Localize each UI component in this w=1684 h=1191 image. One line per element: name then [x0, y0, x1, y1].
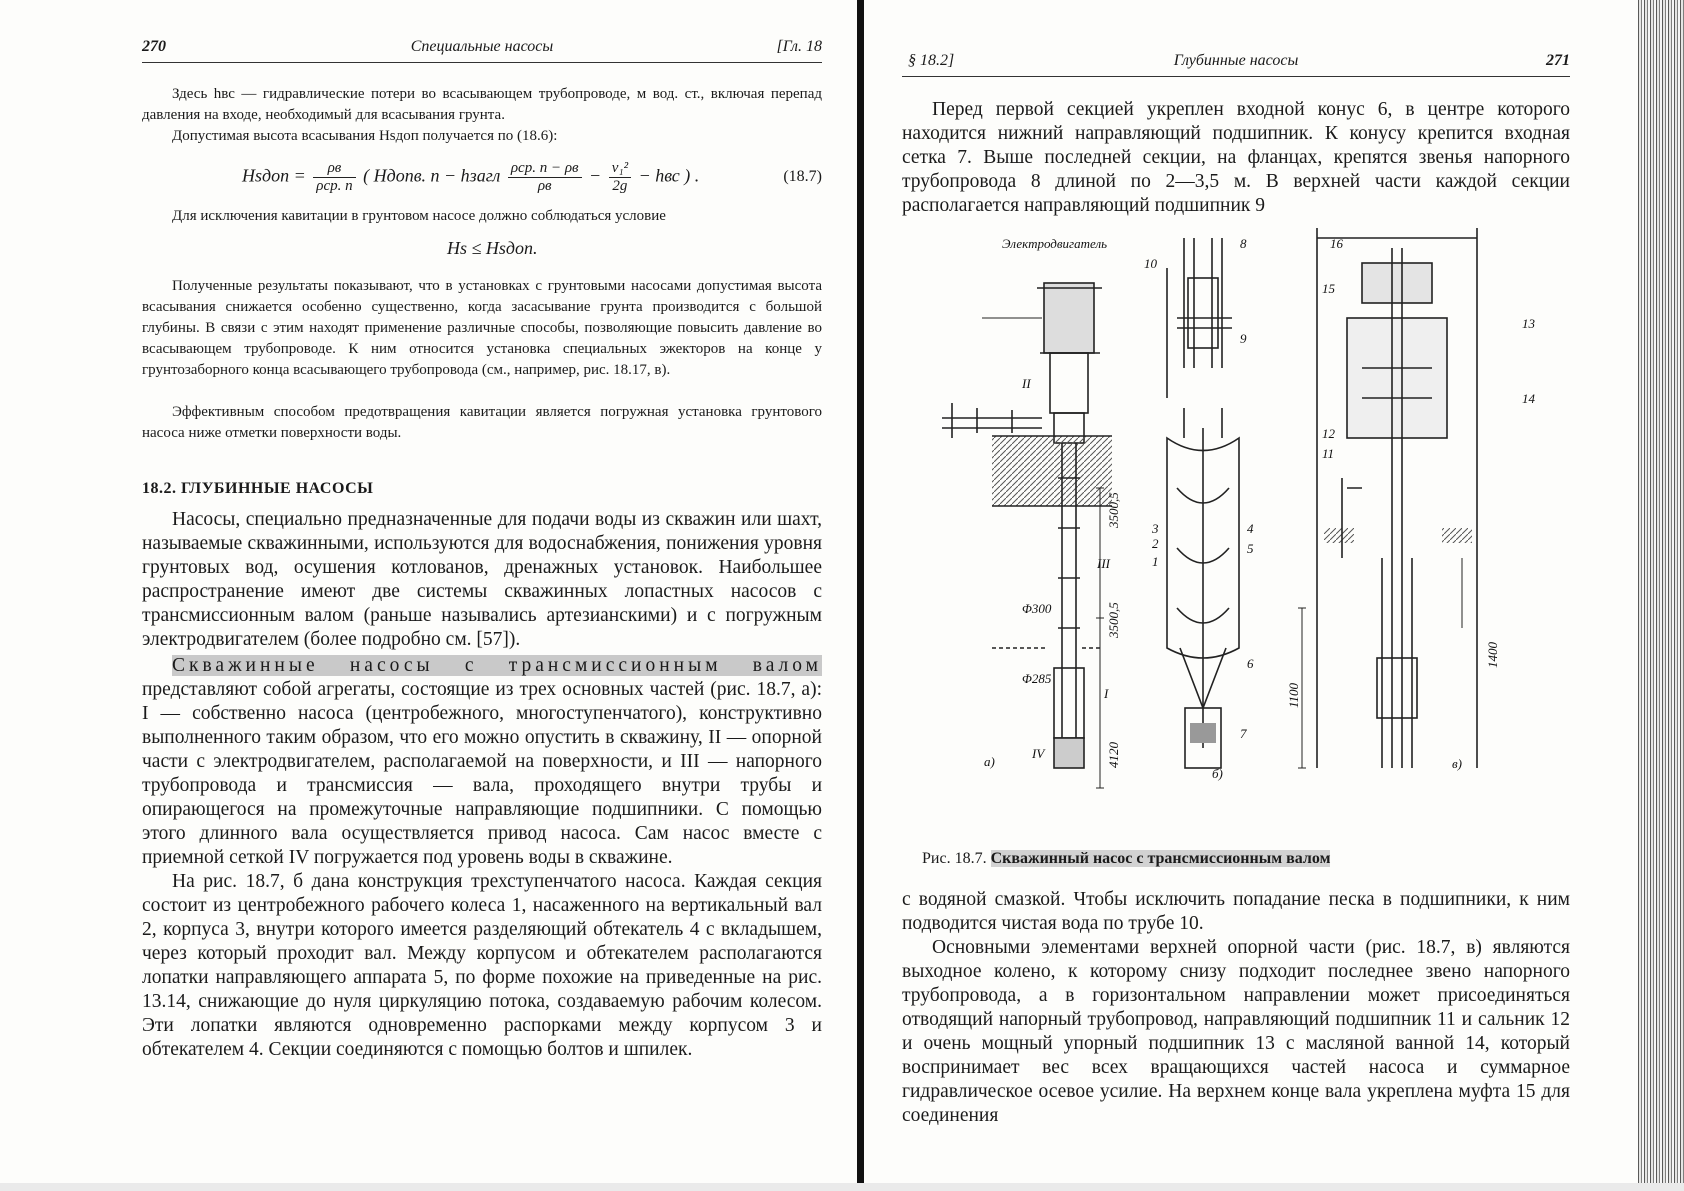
num-15: 15 — [1322, 281, 1335, 296]
num-11: 11 — [1322, 446, 1335, 461]
label-roman-3: III — [1097, 556, 1110, 571]
paragraph-water-lubrication: с водяной смазкой. Чтобы исключить попадание песка в подшипники, к ним подводится чистая вода по трубе 10. — [902, 889, 1570, 934]
num-14: 14 — [1522, 391, 1535, 406]
page-number: 271 — [1546, 52, 1570, 69]
dim-5: 1100 — [1286, 682, 1301, 708]
results-paragraph: Полученные результаты показывают, что в установках с грунтовыми насосами допустимая высота всасывания снижается особенно существенно, когда засасывание грунта производится с большой глубины. В связи с этим находят применение различные способы, позволяющие повысить давление во всасывающем трубопроводе. К ним относится установка специальных эжекторов на конце у грунтозаборного конца всасывающего трубопровода (см., например, рис. 18.17, в). — [142, 278, 822, 378]
dim-3: 4120 — [1106, 742, 1121, 768]
dim-1: 3500,5 — [1106, 492, 1121, 528]
label-motor: Электродвигатель — [1002, 236, 1108, 251]
num-10: 10 — [1144, 256, 1157, 271]
formula-minus: − — [589, 165, 602, 186]
label-roman-2: II — [1022, 376, 1031, 391]
num-8: 8 — [1240, 236, 1247, 251]
formula-paren-start: ( Hдопв. п − hзагл — [363, 165, 501, 186]
fraction: $\frac{\rho в}{\text{ρср. п}}$ — [313, 160, 355, 195]
intro-paragraph: Здесь hвс — гидравлические потери во всасывающем трубопроводе, м вод. ст., включая перепад давления на входе, необходимый для всасывания грунта. — [142, 86, 822, 123]
highlighted-term: Скважинные насосы с трансмиссионным валом — [172, 655, 822, 676]
figure-18-7-pump-drawing — [922, 228, 1552, 833]
sub-b: б) — [1212, 766, 1223, 781]
label-dia-300: Φ300 — [1022, 601, 1052, 616]
paragraph-text: представляют собой агрегаты, состоящие из трех основных частей (рис. 18.7, а): I — собственно насоса (центробежного, многоступенчатого), конструктивно выполненного таким образом, что его можно опустить в скважину, II — опорной части с электродвигателем, располагаемой на поверхности, и III — напорного трубопровода и трансмиссия — вала, проходящего внутри трубы и опирающегося на промежуточные направляющие подшипники. С помощью этого длинного вала осуществляется привод насоса. Сам насос вместе с приемной сеткой IV погружается под уровень воды в скважине. — [142, 679, 822, 868]
num-5: 5 — [1247, 541, 1254, 556]
num-16: 16 — [1330, 236, 1343, 251]
right-page — [902, 0, 1570, 1191]
paragraph-upper-support: Основными элементами верхней опорной части (рис. 18.7, в) являются выходное колено, к которому снизу подходит последнее звено напорного трубопровода, а в горизонтальном направлении может присоединяться отводящий напорный трубопровод, направляющий подшипник 11 и сальник 12 и очень мощный упорный подшипник 13 с масляной ванной 14, который воспринимает вес всех вращающихся частей насоса и суммарное гидравлическое осевое усилие. На верхнем конце вала укреплена муфта 15 для соединения — [902, 937, 1570, 1126]
sub-c: в) — [1452, 756, 1462, 771]
figure-caption — [922, 850, 1330, 868]
paragraph-three-stage: На рис. 18.7, б дана конструкция трехступенчатого насоса. Каждая секция состоит из центробежного рабочего колеса 1, насаженного на вертикальный вал 2, корпуса 3, внутри которого имеется разделяющий обтекатель 4 с вкладышем, через который проходит вал. Между корпусом и обтекателем располагаются лопатки направляющего аппарата 5, по форме похожие на приведенные на рис. 13.14, снижающие до нуля циркуляцию потока, создаваемую рабочим колесом. Эти лопатки являются одновременно распорками между корпусом 3 и обтекателем 4. Секции соединяются с помощью болтов и шпилек. — [142, 871, 822, 1060]
num-13: 13 — [1522, 316, 1535, 331]
formula-intro: Допустимая высота всасывания Hsдоп получается по (18.6): — [172, 128, 558, 144]
formula-paren-end: − hвс ) . — [638, 165, 700, 186]
page-number: 270 — [142, 38, 166, 55]
formula-18-7 — [242, 160, 822, 200]
left-page — [142, 0, 822, 1191]
running-title: Специальные насосы — [410, 38, 554, 55]
caption-text: Скважинный насос с трансмиссионным валом — [990, 850, 1331, 867]
right-page-header — [902, 52, 1570, 77]
equation-number: (18.7) — [783, 168, 822, 185]
condition-formula: Hs ≤ Hsдоп. — [447, 238, 538, 258]
section-heading: 18.2. ГЛУБИННЫЕ НАСОСЫ — [142, 480, 374, 497]
num-2: 2 — [1152, 536, 1159, 551]
subfigure-a — [942, 283, 1112, 788]
left-page-header — [142, 38, 822, 63]
running-title: Глубинные насосы — [1173, 52, 1299, 69]
num-3: 3 — [1152, 521, 1159, 536]
effective-paragraph: Эффективным способом предотвращения кавитации является погружная установка грунтового насоса ниже отметки поверхности воды. — [142, 404, 822, 441]
condition-text: Для исключения кавитации в грунтовом насосе должно соблюдаться условие — [172, 208, 666, 224]
formula-lhs: Hsдоп = — [242, 165, 306, 186]
subfigure-c — [1298, 228, 1477, 768]
page-edge-stack — [1638, 0, 1684, 1191]
chapter-ref: [Гл. 18 — [776, 38, 822, 55]
label-roman-4: IV — [1032, 746, 1045, 761]
caption-prefix: Рис. 18.7. — [922, 850, 987, 867]
paragraph-inlet-cone: Перед первой секцией укреплен входной конус 6, в центре которого находится нижний направляющий подшипник. К конусу крепится входная сетка 7. Выше последней секции, на фланцах, крепятся звенья напорного трубопровода 8 длиной по 2—3,5 м. В верхней части каждой секции располагается направляющий подшипник 9 — [902, 99, 1570, 216]
num-7: 7 — [1240, 726, 1247, 741]
book-spine — [857, 0, 864, 1191]
paragraph-transmission-pumps — [142, 654, 822, 870]
dim-2: 3500,5 — [1106, 602, 1121, 638]
num-1: 1 — [1152, 554, 1159, 569]
paragraph-deep-pumps: Насосы, специально предназначенные для подачи воды из скважин или шахт, называемые скважинными, используются для водоснабжения, понижения уровня грунтовых вод, осушения котлованов, дренажных установок. Наибольшее распространение имеют две системы скважинных лопастных насосов с трансмиссионным валом (раньше назывались артезианскими) и с погружным электродвигателем (более подробно см. [57]). — [142, 509, 822, 650]
fraction: $\frac{\text{v₁²}}{2g}$ — [609, 160, 631, 195]
section-ref: § 18.2] — [908, 52, 955, 69]
sub-a: а) — [984, 754, 995, 769]
dim-4: 1400 — [1485, 642, 1500, 668]
label-dia-285: Φ285 — [1022, 671, 1052, 686]
num-6: 6 — [1247, 656, 1254, 671]
label-roman-1: I — [1104, 686, 1109, 701]
num-4: 4 — [1247, 521, 1254, 536]
num-12: 12 — [1322, 426, 1335, 441]
fraction: $\frac{\text{ρср. п − ρв}}{\rho в}$ — [508, 160, 582, 195]
subfigure-b — [1167, 238, 1239, 768]
num-9: 9 — [1240, 331, 1247, 346]
